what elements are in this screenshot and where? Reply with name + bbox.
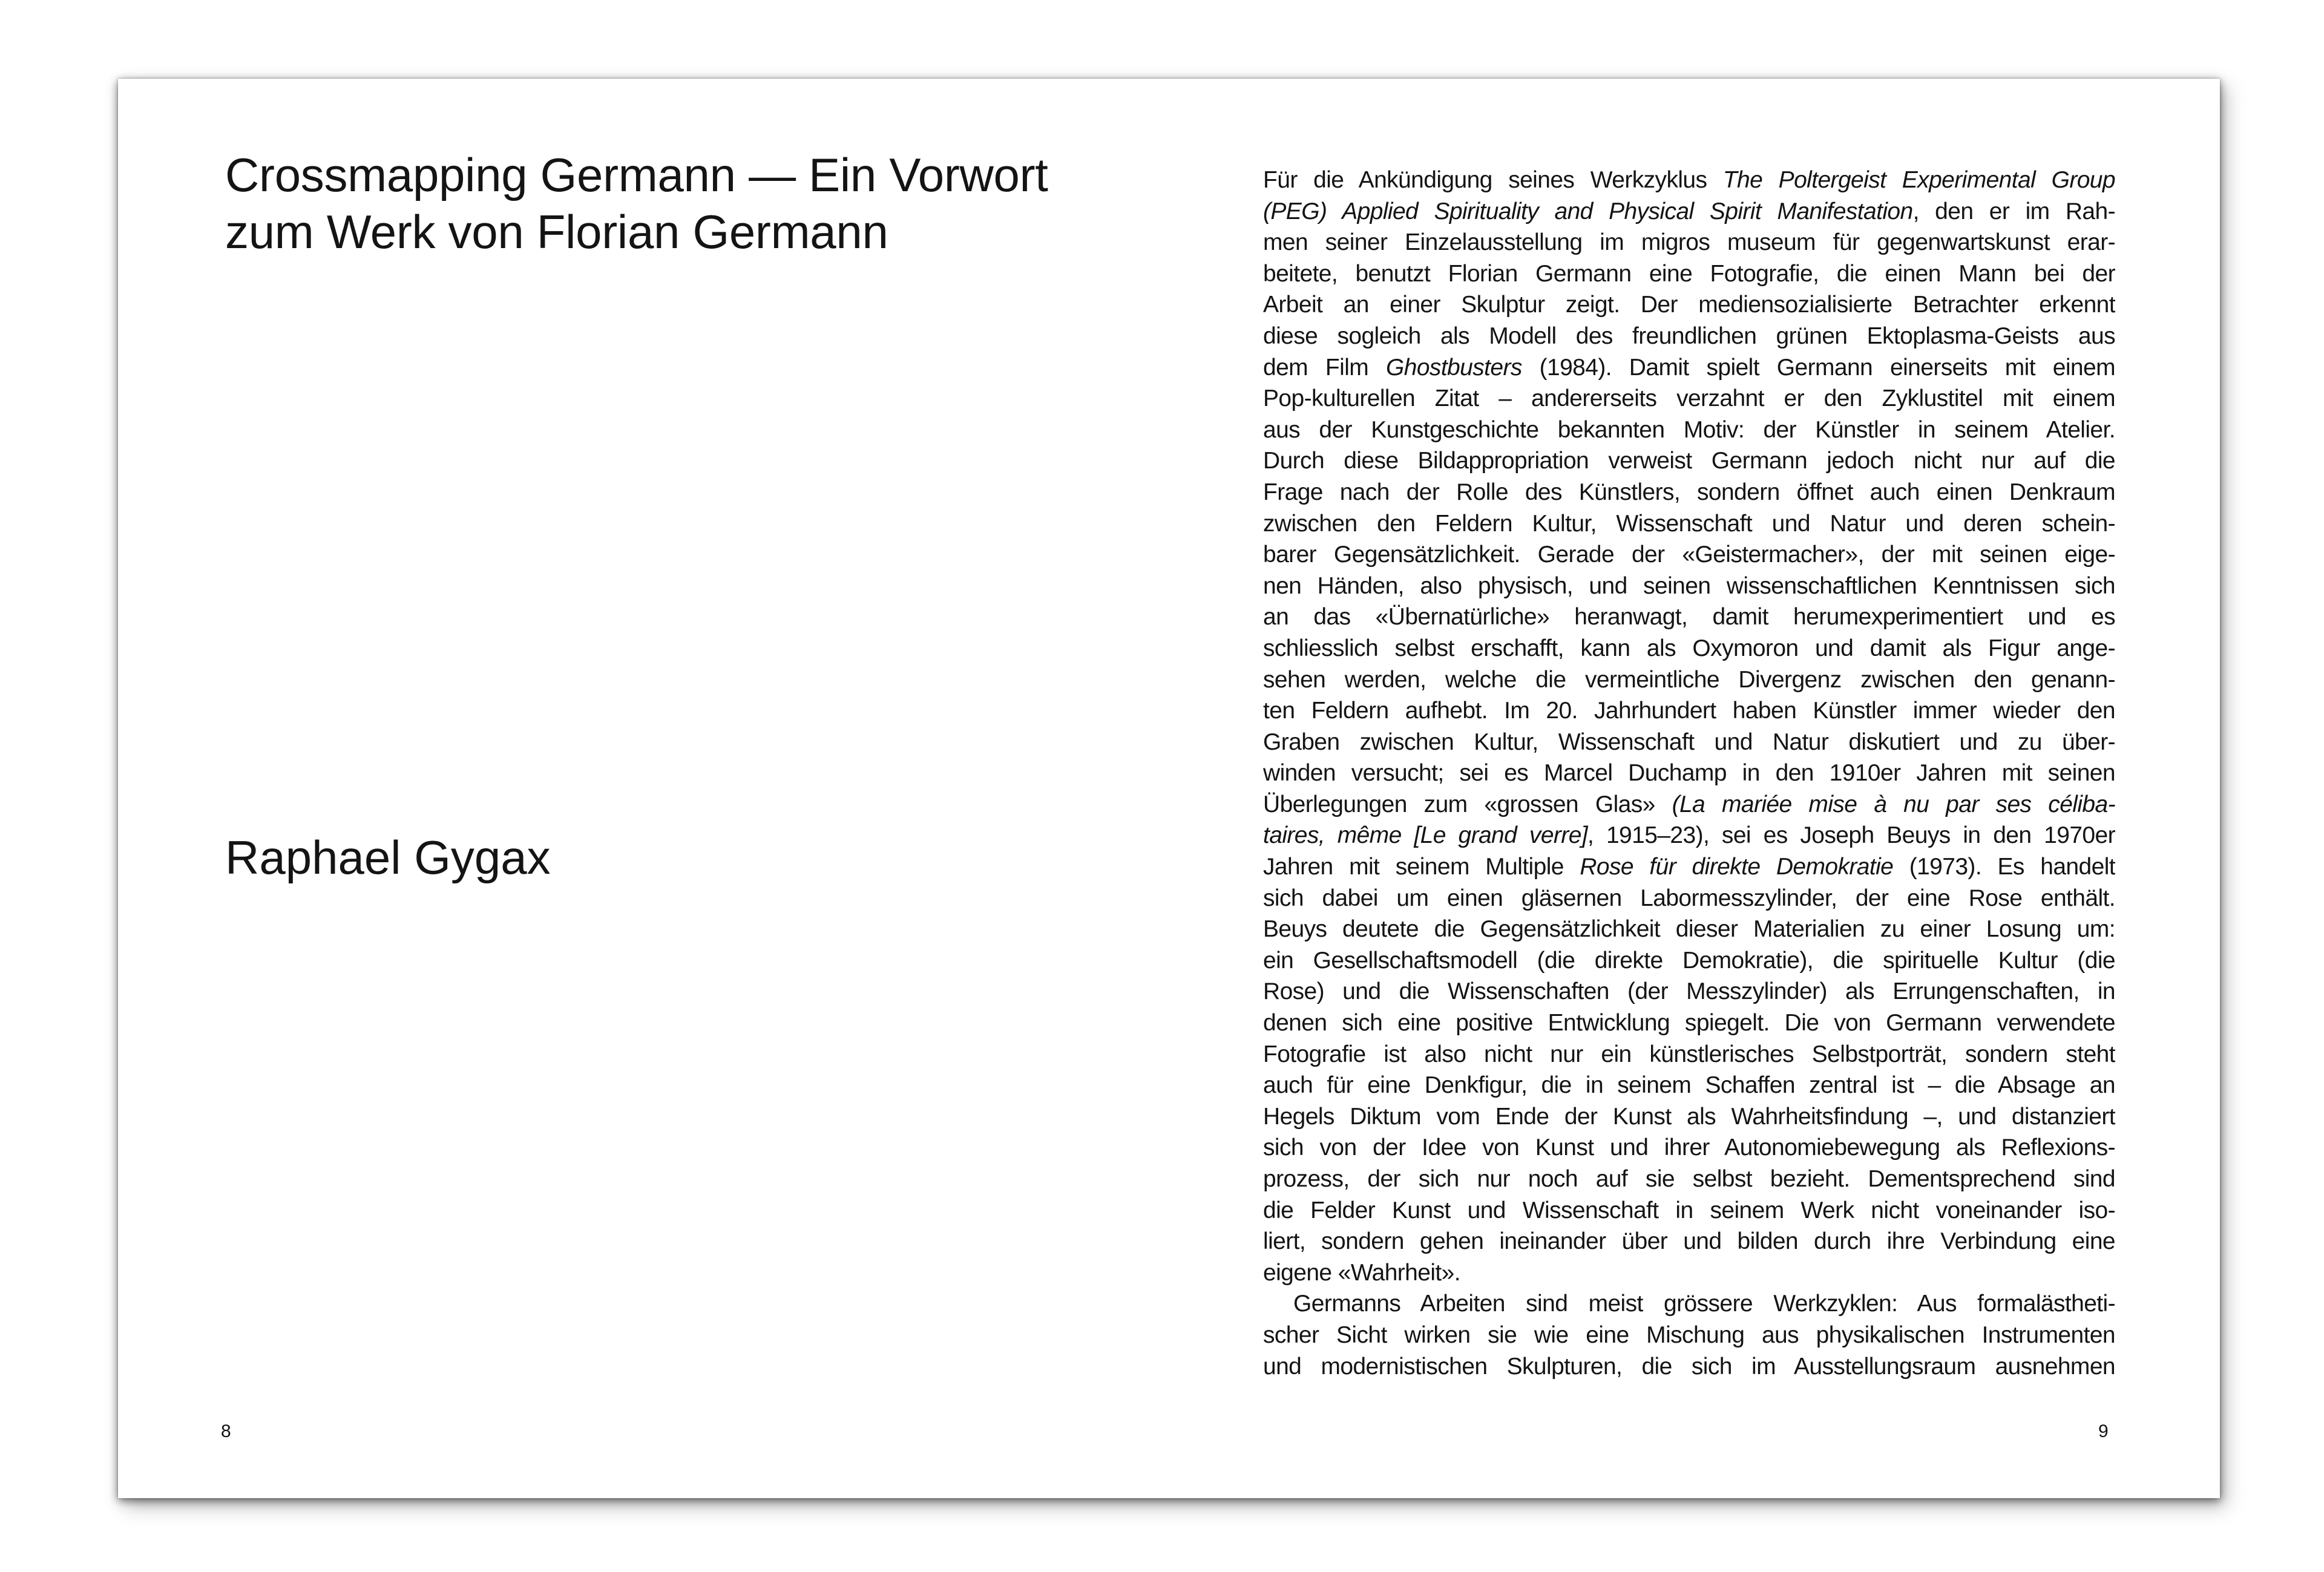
- text-segment: dem Film: [1263, 354, 1386, 381]
- text-line: [1263, 1039, 2115, 1070]
- page-number-right: 9: [2098, 1421, 2109, 1441]
- italic-segment: (PEG) Applied Spirituality and Physical Spirit Manifestation: [1263, 198, 1913, 224]
- text-segment: ten Feldern aufhebt. Im 20. Jahrhundert haben Künstler immer wieder den: [1263, 698, 2115, 724]
- text-segment: sich dabei um einen gläsernen Labormesszylinder, der eine Rose enthält.: [1263, 885, 2115, 911]
- text-line: [1263, 1132, 2115, 1164]
- text-segment: , 1915–23), sei es Joseph Beuys in den 1970er: [1587, 822, 2115, 849]
- title-line-2: zum Werk von Florian Germann: [225, 205, 888, 258]
- text-line: [1263, 883, 2115, 914]
- author-name: Raphael Gygax: [225, 831, 551, 884]
- text-segment: (1973). Es handelt: [1893, 854, 2115, 880]
- text-line: [1263, 258, 2115, 290]
- text-line: [1263, 727, 2115, 758]
- text-line: [1263, 539, 2115, 571]
- text-segment: winden versucht; sei es Marcel Duchamp in den 1910er Jahren mit seinen: [1263, 760, 2115, 787]
- text-line: [1263, 321, 2115, 352]
- text-segment: Beuys deutete die Gegensätzlichkeit dieser Materialien zu einer Losung um:: [1263, 916, 2115, 943]
- text-line: [1263, 945, 2115, 977]
- text-segment: Hegels Diktum vom Ende der Kunst als Wahrheitsfindung –, und distanziert: [1263, 1103, 2115, 1130]
- text-line: [1263, 227, 2115, 258]
- text-line: [1263, 1320, 2115, 1351]
- text-segment: Überlegungen zum «grossen Glas»: [1263, 791, 1672, 817]
- italic-segment: taires, même [Le grand verre]: [1263, 822, 1588, 849]
- text-line: [1263, 352, 2115, 384]
- text-line: [1263, 383, 2115, 414]
- text-line: [1263, 196, 2115, 228]
- text-line: [1263, 695, 2115, 727]
- text-segment: aus der Kunstgeschichte bekannten Motiv: der Künstler in seinem Atelier.: [1263, 416, 2115, 443]
- text-segment: ein Gesellschaftsmodell (die direkte Demokratie), die spirituelle Kultur (die: [1263, 947, 2115, 974]
- text-line: [1263, 1101, 2115, 1133]
- text-segment: auch für eine Denkfigur, die in seinem Schaffen zentral ist – die Absage an: [1263, 1072, 2115, 1099]
- body-text: [1263, 165, 2115, 1382]
- text-line: [1263, 1070, 2115, 1101]
- text-line: [1263, 976, 2115, 1007]
- page-title: [225, 146, 1133, 260]
- text-segment: diese sogleich als Modell des freundlichen grünen Ektoplasma-Geists aus: [1263, 323, 2115, 349]
- text-line: [1263, 1164, 2115, 1195]
- book-spread: [118, 79, 2220, 1498]
- text-segment: prozess, der sich nur noch auf sie selbst bezieht. Dementsprechend sind: [1263, 1166, 2115, 1192]
- text-segment: die Felder Kunst und Wissenschaft in seinem Werk nicht voneinander iso-: [1263, 1197, 2115, 1223]
- text-segment: nen Händen, also physisch, und seinen wissenschaftlichen Kenntnissen sich: [1263, 572, 2115, 599]
- text-line: [1263, 851, 2115, 883]
- text-segment: Germanns Arbeiten sind meist grössere Werkzyklen: Aus formalästheti-: [1293, 1291, 2115, 1317]
- text-segment: scher Sicht wirken sie wie eine Mischung aus physikalischen Instrumenten: [1263, 1321, 2115, 1348]
- text-segment: Arbeit an einer Skulptur zeigt. Der mediensozialisierte Betrachter erkennt: [1263, 292, 2115, 318]
- text-segment: schliesslich selbst erschafft, kann als Oxymoron und damit als Figur ange-: [1263, 635, 2115, 661]
- text-line: [1263, 789, 2115, 820]
- text-segment: Frage nach der Rolle des Künstlers, sondern öffnet auch einen Denkraum: [1263, 479, 2115, 505]
- text-segment: Jahren mit seinem Multiple: [1263, 854, 1580, 880]
- text-segment: und modernistischen Skulpturen, die sich im Ausstellungsraum ausnehmen: [1263, 1353, 2115, 1380]
- text-segment: Für die Ankündigung seines Werkzyklus: [1263, 167, 1723, 193]
- text-segment: liert, sondern gehen ineinander über und bilden durch ihre Verbindung eine: [1263, 1228, 2115, 1255]
- italic-segment: (La mariée mise à nu par ses céliba-: [1672, 791, 2115, 817]
- text-segment: barer Gegensätzlichkeit. Gerade der «Geistermacher», der mit seinen eige-: [1263, 542, 2115, 568]
- title-line-1: Crossmapping Germann — Ein Vorwort: [225, 148, 1048, 201]
- text-line: [1263, 820, 2115, 851]
- text-line: [1263, 633, 2115, 664]
- text-segment: (1984). Damit spielt Germann einerseits mit einem: [1521, 354, 2115, 381]
- text-segment: sich von der Idee von Kunst und ihrer Autonomiebewegung als Reflexions-: [1263, 1135, 2115, 1161]
- text-segment: denen sich eine positive Entwicklung spiegelt. Die von Germann verwendete: [1263, 1010, 2115, 1037]
- text-line: [1263, 601, 2115, 633]
- text-line: [1263, 1351, 2115, 1383]
- text-line: [1263, 571, 2115, 602]
- text-line: [1263, 1257, 2115, 1289]
- text-segment: an das «Übernatürliche» heranwagt, damit herumexperimentiert und es: [1263, 604, 2115, 630]
- text-line: [1263, 1007, 2115, 1039]
- text-line: [1263, 477, 2115, 508]
- text-line: [1263, 165, 2115, 196]
- text-line: [1263, 664, 2115, 696]
- text-segment: Durch diese Bildappropriation verweist Germann jedoch nicht nur auf die: [1263, 448, 2115, 474]
- text-line: [1263, 289, 2115, 321]
- text-segment: , den er im Rah-: [1912, 198, 2115, 224]
- text-segment: Graben zwischen Kultur, Wissenschaft und Natur diskutiert und zu über-: [1263, 729, 2115, 755]
- page-number-left: 8: [221, 1421, 231, 1441]
- text-segment: beitete, benutzt Florian Germann eine Fotografie, die einen Mann bei der: [1263, 260, 2115, 287]
- italic-segment: Rose für direkte Demokratie: [1580, 854, 1894, 880]
- text-line: [1263, 508, 2115, 540]
- text-line: [1263, 1288, 2115, 1320]
- text-segment: Rose) und die Wissenschaften (der Messzylinder) als Errungenschaften, in: [1263, 978, 2115, 1005]
- italic-segment: The Poltergeist Experimental Group: [1722, 167, 2115, 193]
- text-segment: men seiner Einzelausstellung im migros museum für gegenwartskunst erar-: [1263, 229, 2115, 256]
- text-line: [1263, 914, 2115, 945]
- text-line: [1263, 445, 2115, 477]
- text-segment: Fotografie ist also nicht nur ein künstlerisches Selbstporträt, sondern steht: [1263, 1041, 2115, 1067]
- text-segment: zwischen den Feldern Kultur, Wissenschaft und Natur und deren schein-: [1263, 510, 2115, 537]
- text-line: [1263, 414, 2115, 446]
- text-segment: sehen werden, welche die vermeintliche Divergenz zwischen den genann-: [1263, 666, 2115, 693]
- italic-segment: Ghostbusters: [1386, 354, 1522, 381]
- text-line: [1263, 1195, 2115, 1226]
- text-line: [1263, 1226, 2115, 1257]
- text-segment: Pop-kulturellen Zitat – andererseits verzahnt er den Zyklustitel mit einem: [1263, 385, 2115, 412]
- text-line: [1263, 758, 2115, 789]
- text-segment: eigene «Wahrheit».: [1263, 1259, 1460, 1286]
